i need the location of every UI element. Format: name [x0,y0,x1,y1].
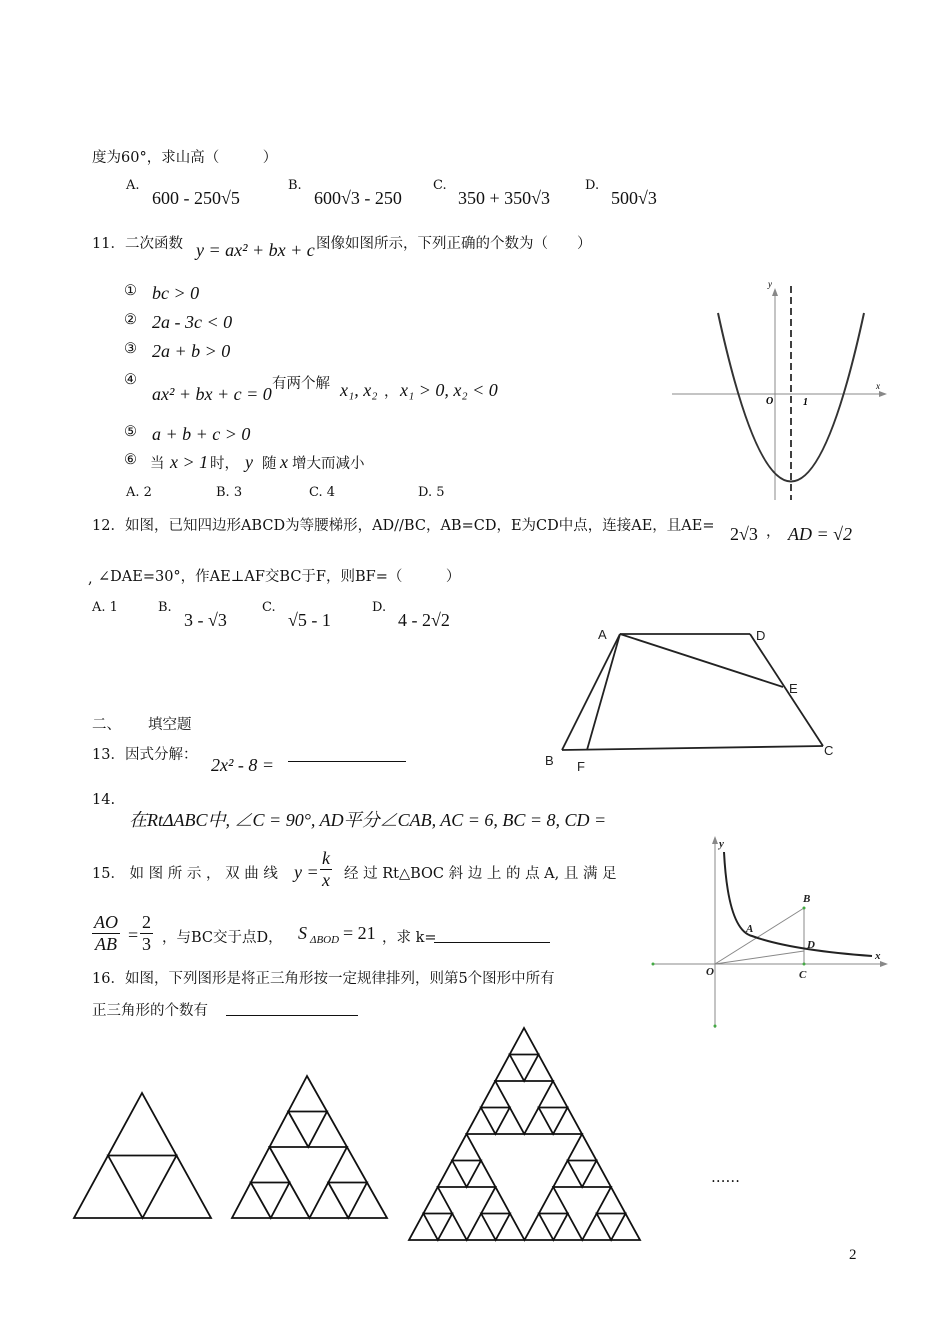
q11-item-3-expr: 2a + b > 0 [152,341,231,361]
trapezoid-label-f: F [577,759,585,774]
hyperbola-label-o: O [706,966,714,978]
q11-suffix: 图像如图所示，下列正确的个数为（ ） [316,236,592,252]
parabola-tick-label: 1 [803,397,808,408]
fig2-inner-triangle [328,1183,367,1219]
q11-item-4-roots: x₁, x₂ [340,380,378,400]
q15-sub: ΔBOD [310,934,340,946]
q10-option-c-letter: C. [433,178,447,193]
hyperbola-label-c: C [799,969,807,981]
fig2-inner-triangle [251,1183,290,1219]
q10-option-c-value: 350 + 350√3 [458,188,551,208]
q11-item-4-cond: x₁ > 0, x₂ < 0 [400,380,498,400]
parabola-origin-label: O [766,396,774,407]
q15-ao: AO [94,912,118,932]
fig2-inner-triangle [288,1112,327,1148]
q15-three: 3 [142,934,151,954]
q11-option-b: B. 3 [216,485,243,500]
q10-option-b-value: 600√3 - 250 [314,188,402,208]
q11-item-6-var2: x [280,452,288,472]
trapezoid-label-b: B [545,753,554,768]
q11-item-6-var: y [245,452,253,472]
q11-item-4-expr: ax² + bx + c = 0 [152,384,272,404]
section2-number: 二、 [92,717,121,733]
q10-option-b-letter: B. [288,178,302,193]
trapezoid-label-a: A [598,627,607,642]
hyperbola-label-b: B [803,893,811,905]
trapezoid-label-d: D [756,628,766,643]
fig3-inner-triangle [539,1214,568,1241]
q15-text4: ，求 k= [382,930,437,946]
q15-ab: AB [95,934,117,954]
q16-line2: 正三角形的个数有 [92,1003,208,1019]
q12-text2: ∠DAE=30°，作AE⊥AF交BC于F，则BF=（ ） [98,569,461,585]
fig3-inner-triangle [481,1214,510,1241]
q11-option-c: C. 4 [309,485,336,500]
q15-s: S [298,923,307,943]
fig3-inner-triangle [481,1108,510,1135]
q11-item-6-pre: 当 [150,456,165,472]
q13-expr: 2x² - 8 = [211,755,275,775]
trapezoid-label-c: C [824,743,834,758]
parabola-x-label: x [876,381,880,391]
q14-expr: 在RtΔABC中, ∠C = 90°, AD平分∠CAB, AC = 6, BC = 8, CD = [129,810,607,830]
q15-text3: ，与BC交于点D， [162,930,283,946]
q11-item-5-expr: a + b + c > 0 [152,424,251,444]
hyperbola-label-a: A [746,923,754,935]
q12-option-b-value: 3 - √3 [184,610,227,630]
q15-eq: = [128,925,139,945]
q15-y: y = [294,862,319,882]
q10-option-a-letter: A. [126,178,140,193]
q11-item-6-post: 增大而减小 [292,456,365,472]
hyperbola-x-label: x [875,950,881,962]
q11-item-4-sep: ， [384,384,399,400]
page-number: 2 [849,1247,857,1263]
q10-option-a-value: 600 - 250√5 [152,188,240,208]
q16-line1: 16．如图，下列图形是将正三角形按一定规律排列，则第5个图形中所有 [92,971,555,987]
trapezoid-label-e: E [789,681,798,696]
q15-text1: 15． 如 图 所 示 ， 双 曲 线 [92,866,278,882]
q11-formula: y = ax² + bx + c [196,240,315,260]
q12-comma: , [88,571,93,587]
fig3-inner-triangle [597,1214,626,1241]
q11-option-d: D. 5 [418,485,445,500]
q12-option-a: A. 1 [92,600,118,615]
q12-option-c-letter: C. [262,600,276,615]
q10-option-d-letter: D. [585,178,600,193]
q11-item-4-text: 有两个解 [272,376,330,392]
q14-number: 14. [92,792,116,808]
hyperbola-y-label: y [719,838,724,850]
fig3-inner-triangle [539,1108,568,1135]
q11-item-6-cond: x > 1 [170,452,209,472]
q15-sval: = 21 [343,923,376,943]
fig3-inner-triangle [452,1161,481,1188]
fig3-inner-triangle [423,1214,452,1241]
q11-item-5-num: ⑤ [124,424,137,440]
q15-two: 2 [142,912,151,932]
q12-option-c-value: √5 - 1 [288,610,331,630]
q15-k: k [322,848,330,868]
q16-ellipsis: …… [711,1170,740,1186]
q12-ad: AD = √2 [788,524,853,544]
fig1-inner-triangle [108,1156,177,1219]
q12-option-b-letter: B. [158,600,172,615]
hyperbola-label-d: D [807,939,815,951]
q12-option-d-value: 4 - 2√2 [398,610,450,630]
parabola-y-label: y [768,279,772,289]
q11-item-6-mid: 时， [210,456,239,472]
q11-item-6-mid2: 随 [262,456,277,472]
q12-ae: 2√3 [730,524,758,544]
q12-option-d-letter: D. [372,600,387,615]
q11-item-1-num: ① [124,283,137,299]
q11-item-6-num: ⑥ [124,452,137,468]
q15-x: x [322,870,330,890]
fig3-inner-triangle [510,1055,539,1082]
q11-item-2-expr: 2a - 3c < 0 [152,312,233,332]
q10-text: 度为60°，求山高（ ） [92,150,278,166]
q11-item-2-num: ② [124,312,137,328]
section2-title: 填空题 [148,717,192,733]
q11-item-1-expr: bc > 0 [152,283,200,303]
q15-text2: 经 过 Rt△BOC 斜 边 上 的 点 A, 且 满 足 [344,866,617,882]
q11-item-4-num: ④ [124,372,137,388]
q10-option-d-value: 500√3 [611,188,657,208]
q12-text1: 12．如图，已知四边形ABCD为等腰梯形，AD//BC，AB=CD，E为CD中点，连接AE，且AE= [92,518,715,534]
q11-item-3-num: ③ [124,341,137,357]
q11-option-a: A. 2 [126,485,152,500]
q11-prefix: 11．二次函数 [92,236,183,252]
fig3-inner-triangle [568,1161,597,1188]
q12-sep: ， [766,524,781,540]
q13-prefix: 13．因式分解： [92,747,198,763]
